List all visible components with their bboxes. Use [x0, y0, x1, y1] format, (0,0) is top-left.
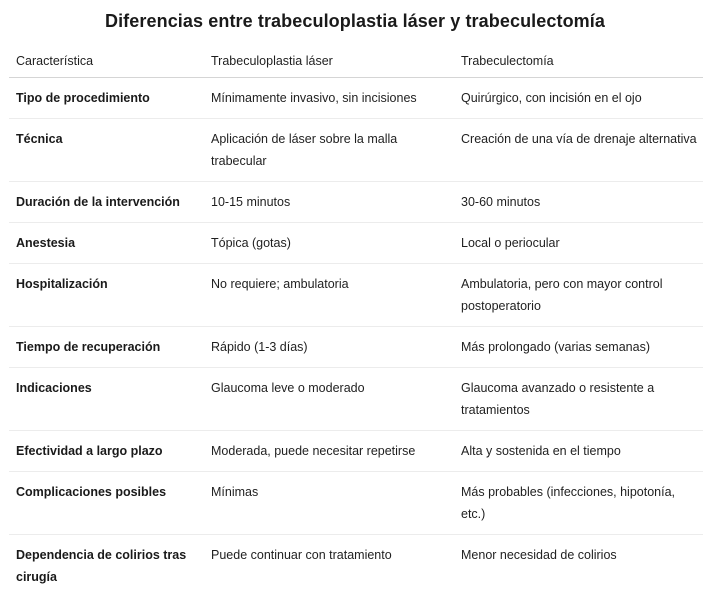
row-laser-value: Tópica (gotas): [204, 223, 454, 264]
table-row: [9, 182, 703, 223]
row-laser-value: Mínimas: [204, 472, 454, 535]
column-header-characteristic: Característica: [9, 45, 204, 78]
row-surgery-value: Más probables (infecciones, hipotonía, etc.): [454, 472, 703, 535]
comparison-table: [9, 45, 703, 597]
row-surgery-value: Quirúrgico, con incisión en el ojo: [454, 78, 703, 119]
row-feature: Complicaciones posibles: [9, 472, 204, 535]
row-laser-value: Rápido (1-3 días): [204, 327, 454, 368]
page-title: Diferencias entre trabeculoplastia láser y trabeculectomía: [0, 11, 710, 32]
row-feature: Dependencia de colirios tras cirugía: [9, 535, 204, 597]
table-row: [9, 535, 703, 597]
table-row: [9, 264, 703, 327]
row-feature: Indicaciones: [9, 368, 204, 431]
table-row: [9, 327, 703, 368]
table-row: [9, 472, 703, 535]
table-row: [9, 78, 703, 119]
row-surgery-value: Glaucoma avanzado o resistente a tratamientos: [454, 368, 703, 431]
table-row: [9, 223, 703, 264]
row-surgery-value: Local o periocular: [454, 223, 703, 264]
row-laser-value: Mínimamente invasivo, sin incisiones: [204, 78, 454, 119]
column-header-laser-trabeculoplasty: Trabeculoplastia láser: [204, 45, 454, 78]
row-laser-value: No requiere; ambulatoria: [204, 264, 454, 327]
table-row: [9, 431, 703, 472]
row-surgery-value: Creación de una vía de drenaje alternativa: [454, 119, 703, 182]
row-feature: Hospitalización: [9, 264, 204, 327]
row-feature: Efectividad a largo plazo: [9, 431, 204, 472]
table-header-row: [9, 45, 703, 78]
row-surgery-value: Alta y sostenida en el tiempo: [454, 431, 703, 472]
row-laser-value: Moderada, puede necesitar repetirse: [204, 431, 454, 472]
row-surgery-value: Más prolongado (varias semanas): [454, 327, 703, 368]
row-laser-value: Puede continuar con tratamiento: [204, 535, 454, 597]
table-row: [9, 368, 703, 431]
row-feature: Tipo de procedimiento: [9, 78, 204, 119]
row-feature: Anestesia: [9, 223, 204, 264]
row-feature: Técnica: [9, 119, 204, 182]
row-feature: Duración de la intervención: [9, 182, 204, 223]
row-surgery-value: 30-60 minutos: [454, 182, 703, 223]
row-laser-value: 10-15 minutos: [204, 182, 454, 223]
row-surgery-value: Menor necesidad de colirios: [454, 535, 703, 597]
row-laser-value: Aplicación de láser sobre la malla trabecular: [204, 119, 454, 182]
row-surgery-value: Ambulatoria, pero con mayor control postoperatorio: [454, 264, 703, 327]
column-header-trabeculectomy: Trabeculectomía: [454, 45, 703, 78]
row-laser-value: Glaucoma leve o moderado: [204, 368, 454, 431]
table-row: [9, 119, 703, 182]
row-feature: Tiempo de recuperación: [9, 327, 204, 368]
